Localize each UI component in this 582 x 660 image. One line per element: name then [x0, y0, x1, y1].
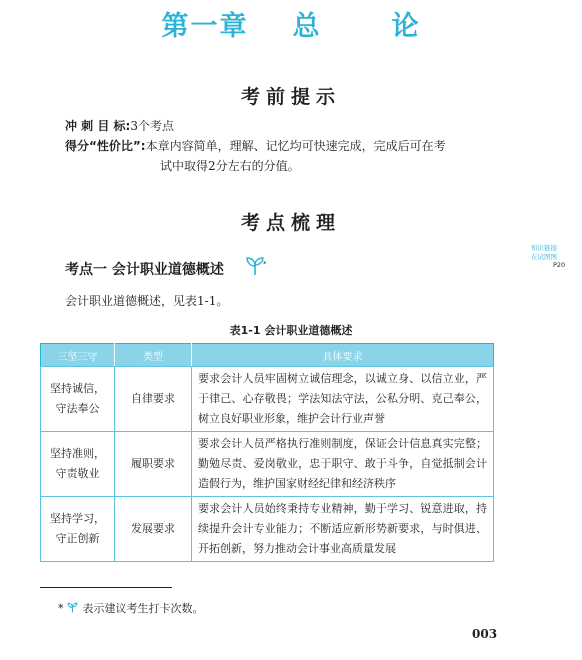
type-cell: 自律要求: [115, 367, 192, 432]
tip-label: 冲 刺 目 标: [65, 119, 126, 133]
tip-label: 得分“性价比”: [65, 139, 141, 153]
table-row: [41, 432, 494, 497]
requirement-cell: 要求会计人员始终秉持专业精神，勤于学习、锐意进取，持续提升会计专业能力；不断适应新形势新要求，与时俱进、开拓创新，努力推动会计事业高质量发展: [192, 497, 494, 562]
page-number: 003: [472, 627, 498, 641]
side-note-line-2: 在试图图: [531, 253, 557, 261]
footnote-text: 表示建议考生打卡次数。: [82, 602, 204, 615]
tip-continuation: 试中取得2分左右的分值。: [160, 159, 300, 173]
side-page-ref: P20: [553, 261, 566, 269]
table-caption: 表1-1 会计职业道德概述: [229, 324, 353, 337]
footnote: [58, 600, 204, 616]
tip-value: 3个考点: [130, 119, 174, 133]
tip-row-value: 得分“性价比”:本章内容简单，理解、记忆均可快速完成，完成后可在考: [65, 139, 446, 153]
table-row: [41, 367, 494, 432]
footnote-marker: *: [58, 602, 64, 615]
type-cell: 发展要求: [115, 497, 192, 562]
table-header-row: [41, 344, 494, 367]
tip-value: 本章内容简单，理解、记忆均可快速完成，完成后可在考: [145, 139, 446, 153]
outline-heading: 考点梳理: [240, 212, 341, 234]
point-heading: 考点一 会计职业道德概述: [65, 262, 224, 278]
column-header: 具体要求: [192, 344, 494, 367]
tip-row-goal: 冲 刺 目 标:3个考点: [65, 119, 174, 133]
type-cell: 履职要求: [115, 432, 192, 497]
footnote-rule: [40, 587, 172, 588]
chapter-title-word-2: 论: [391, 11, 421, 42]
chapter-title-word-1: 总: [292, 11, 322, 42]
sprout-icon: [245, 256, 267, 280]
side-knowledge-link[interactable]: [531, 244, 571, 262]
requirement-cell: 要求会计人员严格执行准则制度，保证会计信息真实完整；勤勉尽责、爱岗敬业，忠于职守、敢于斗争，自觉抵制会计造假行为，维护国家财经纪律和经济秩序: [192, 432, 494, 497]
side-note-line-1: 知识链接: [531, 244, 557, 252]
column-header: 三坚三守: [41, 344, 115, 367]
column-header: 类型: [115, 344, 192, 367]
table-row: [41, 497, 494, 562]
chapter-title: [0, 4, 582, 43]
principle-cell: 坚持学习， 守正创新: [41, 497, 115, 562]
svg-text:*: *: [263, 260, 267, 268]
chapter-number: 第一章: [161, 11, 249, 42]
exam-tips-heading: 考前提示: [240, 86, 341, 108]
point-intro: 会计职业道德概述，见表1-1。: [65, 294, 229, 308]
principle-cell: 坚持准则， 守责敬业: [41, 432, 115, 497]
ethics-table: [40, 343, 494, 562]
principle-cell: 坚持诚信， 守法奉公: [41, 367, 115, 432]
sprout-icon: [67, 602, 83, 615]
requirement-cell: 要求会计人员牢固树立诚信理念，以诚立身、以信立业，严于律己、心存敬畏；学法知法守法，公私分明、克己奉公，树立良好职业形象，维护会计行业声誉: [192, 367, 494, 432]
